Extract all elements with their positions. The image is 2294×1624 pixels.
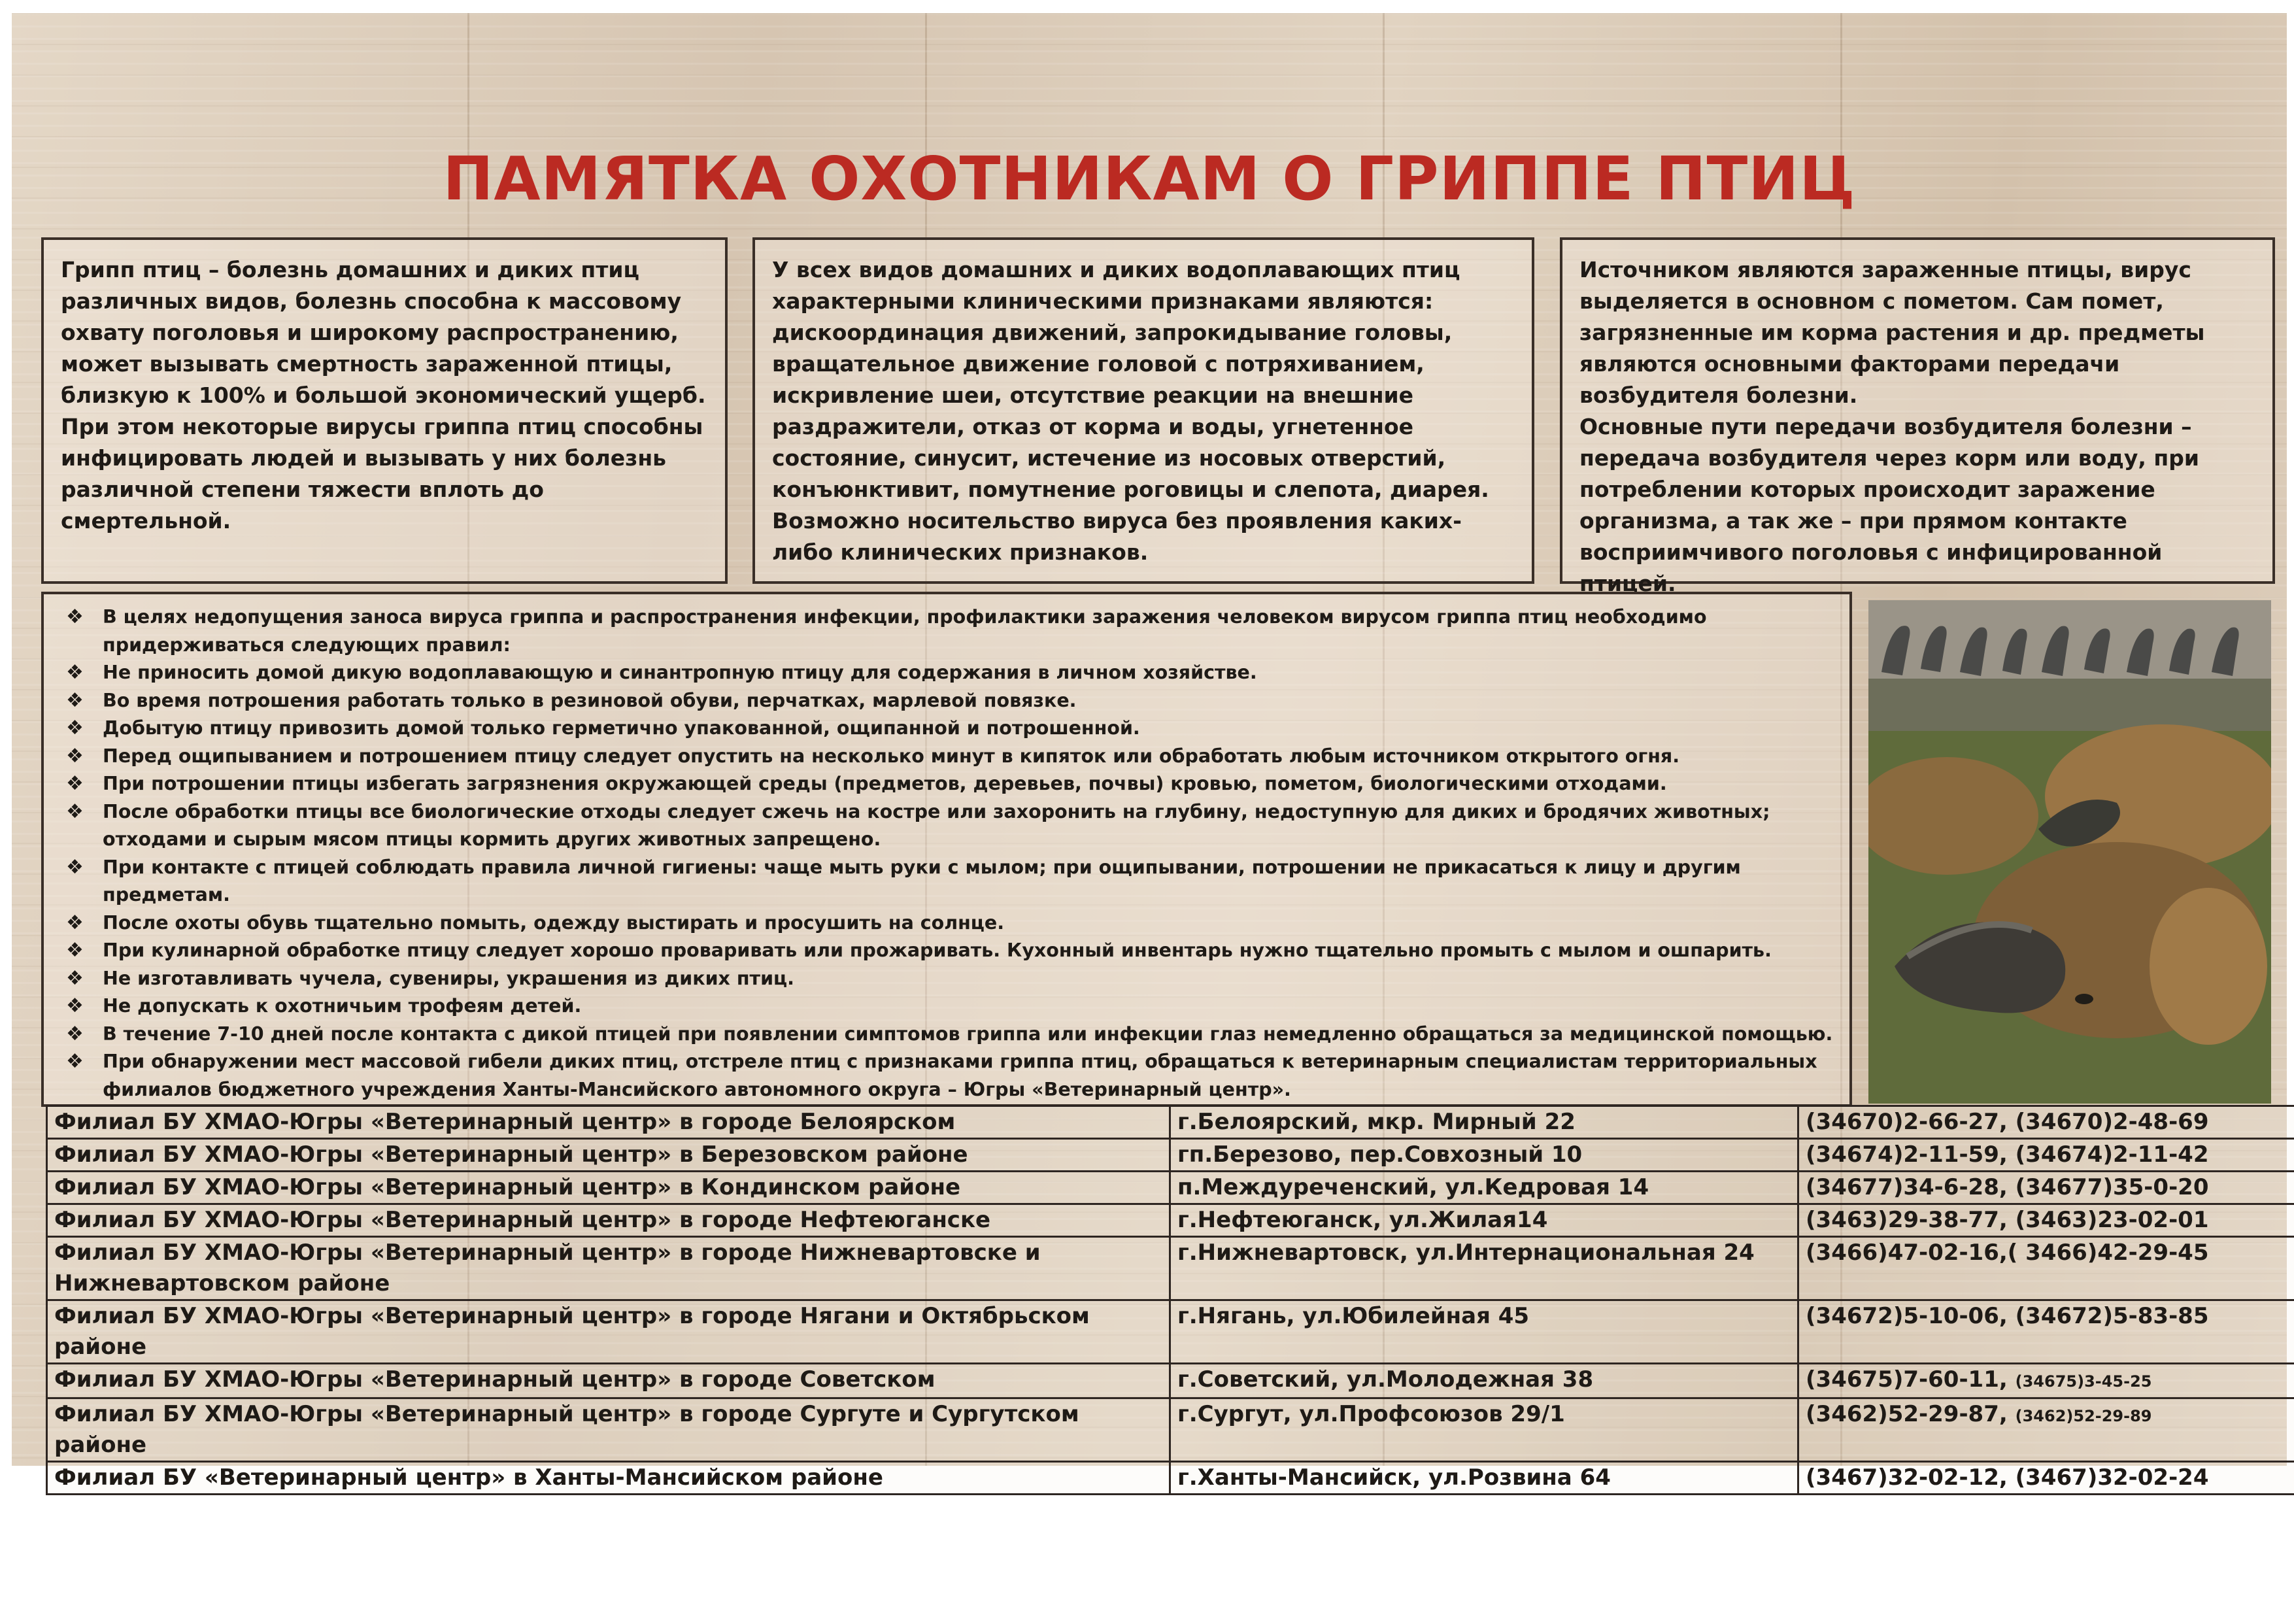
rule-item bbox=[57, 1021, 1836, 1049]
diamond-bullet-icon: ❖ bbox=[66, 744, 84, 768]
branch-phone: (34674)2-11-59, (34674)2-11-42 bbox=[1806, 1142, 2209, 1168]
rule-item bbox=[57, 603, 1836, 659]
branch-address-cell: г.Белоярский, мкр. Мирный 22 bbox=[1170, 1106, 1798, 1139]
rules-box bbox=[41, 592, 1852, 1107]
rule-text: При контакте с птицей соблюдать правила личной гигиены: чаще мыть руки с мылом; при ощипывании, потрошении не прикасаться к лицу и другим предметам. bbox=[103, 856, 1741, 905]
dead-birds-photo bbox=[1868, 600, 2271, 1104]
rule-text: Добытую птицу привозить домой только герметично упакованной, ощипанной и потрошенной. bbox=[103, 717, 1140, 739]
branch-phone-cell bbox=[1798, 1106, 2294, 1139]
branch-phone-cell bbox=[1798, 1462, 2294, 1495]
branch-address-cell: г.Ханты-Мансийск, ул.Розвина 64 bbox=[1170, 1462, 1798, 1495]
diamond-bullet-icon: ❖ bbox=[66, 717, 84, 739]
photo-illustration bbox=[1868, 600, 2271, 1104]
branch-phone-cell bbox=[1798, 1139, 2294, 1172]
branch-name-cell: Филиал БУ ХМАО-Югры «Ветеринарный центр» в городе Нижневартовске и Нижневартовском районе bbox=[47, 1237, 1170, 1300]
branch-address-cell: г.Сургут, ул.Профсоюзов 29/1 bbox=[1170, 1398, 1798, 1462]
table-row bbox=[47, 1364, 2294, 1398]
branch-name-cell: Филиал БУ «Ветеринарный центр» в Ханты-Мансийском районе bbox=[47, 1462, 1170, 1495]
diamond-bullet-icon: ❖ bbox=[66, 800, 84, 823]
branch-phone: (34672)5-10-06, (34672)5-83-85 bbox=[1806, 1303, 2209, 1329]
diamond-bullet-icon: ❖ bbox=[66, 605, 84, 628]
branch-phone-cell bbox=[1798, 1364, 2294, 1398]
transmission-source-text: Источником являются зараженные птицы, вирус выделяется в основном с пометом. Сам помет, загрязненные им корма растения и др. предметы являются основными факторами передачи возбудителя болезни. bbox=[1579, 257, 2205, 408]
branch-address-cell: гп.Березово, пер.Совхозный 10 bbox=[1170, 1139, 1798, 1172]
rule-text: После охоты обувь тщательно помыть, одежду выстирать и просушить на солнце. bbox=[103, 911, 1005, 934]
diamond-bullet-icon: ❖ bbox=[66, 911, 84, 934]
rules-list bbox=[57, 603, 1836, 1104]
table-row bbox=[47, 1300, 2294, 1364]
branch-name-cell: Филиал БУ ХМАО-Югры «Ветеринарный центр» в городе Советском bbox=[47, 1364, 1170, 1398]
rule-text: Не изготавливать чучела, сувениры, украшения из диких птиц. bbox=[103, 967, 794, 989]
branch-address-cell: г.Советский, ул.Молодежная 38 bbox=[1170, 1364, 1798, 1398]
rule-item bbox=[57, 715, 1836, 743]
branch-phone-cell bbox=[1798, 1204, 2294, 1237]
branch-name-cell: Филиал БУ ХМАО-Югры «Ветеринарный центр» в городе Нягани и Октябрьском районе bbox=[47, 1300, 1170, 1364]
branch-phone-secondary: (34675)3-45-25 bbox=[2015, 1372, 2152, 1391]
rule-item bbox=[57, 743, 1836, 771]
rule-item bbox=[57, 992, 1836, 1021]
branch-name-cell: Филиал БУ ХМАО-Югры «Ветеринарный центр» в Березовском районе bbox=[47, 1139, 1170, 1172]
rule-text: Во время потрошения работать только в резиновой обуви, перчатках, марлевой повязке. bbox=[103, 689, 1077, 711]
rule-text: При кулинарной обработке птицу следует хорошо проваривать или прожаривать. Кухонный инвентарь нужно тщательно промыть с мылом и ошпарить. bbox=[103, 939, 1772, 961]
diamond-bullet-icon: ❖ bbox=[66, 1022, 84, 1045]
branch-phone-cell bbox=[1798, 1398, 2294, 1462]
rule-text: В целях недопущения заноса вируса гриппа и распространения инфекции, профилактики заражения человеком вирусом гриппа птиц необходимо придерживаться следующих правил: bbox=[103, 606, 1707, 656]
branch-address-cell: г.Нягань, ул.Юбилейная 45 bbox=[1170, 1300, 1798, 1364]
diamond-bullet-icon: ❖ bbox=[66, 939, 84, 962]
rule-text: В течение 7-10 дней после контакта с дикой птицей при появлении симптомов гриппа или инфекции глаз немедленно обращаться за медицинской помощью. bbox=[103, 1023, 1833, 1045]
rule-item bbox=[57, 965, 1836, 993]
branch-phone-cell bbox=[1798, 1237, 2294, 1300]
branch-address-cell: г.Нефтеюганск, ул.Жилая14 bbox=[1170, 1204, 1798, 1237]
branch-address-cell: п.Междуреченский, ул.Кедровая 14 bbox=[1170, 1172, 1798, 1204]
branch-phone-cell bbox=[1798, 1300, 2294, 1364]
table-row bbox=[47, 1204, 2294, 1237]
rule-text: После обработки птицы все биологические отходы следует сжечь на костре или захоронить на глубину, недоступную для диких и бродячих животных; отходами и сырым мясом птицы кормить других животных запрещено. bbox=[103, 800, 1770, 850]
diamond-bullet-icon: ❖ bbox=[66, 994, 84, 1017]
branch-phone: (34670)2-66-27, (34670)2-48-69 bbox=[1806, 1109, 2209, 1135]
diamond-bullet-icon: ❖ bbox=[66, 772, 84, 795]
table-row bbox=[47, 1398, 2294, 1462]
branch-phone: (34675)7-60-11, bbox=[1806, 1366, 2016, 1393]
branch-address-cell: г.Нижневартовск, ул.Интернациональная 24 bbox=[1170, 1237, 1798, 1300]
branches-table bbox=[46, 1105, 2294, 1495]
branch-phone: (3466)47-02-16,( 3466)42-29-45 bbox=[1806, 1240, 2209, 1266]
table-row bbox=[47, 1237, 2294, 1300]
diamond-bullet-icon: ❖ bbox=[66, 1050, 84, 1073]
rule-text: При потрошении птицы избегать загрязнения окружающей среды (предметов, деревьев, почвы) кровью, пометом, биологическими отходами. bbox=[103, 773, 1667, 794]
branch-phone: (34677)34-6-28, (34677)35-0-20 bbox=[1806, 1174, 2209, 1200]
branches-table-wrapper bbox=[46, 1105, 2263, 1495]
symptoms-text: У всех видов домашних и диких водоплавающих птиц характерными клиническими признаками являются: дискоординация движений, запрокидывание головы, вращательное движение головой с потряхиванием, искривление шеи, отсутствие реакции на внешние раздражители, отказ от корма и воды, угнетенное состояние, синусит, истечение из носовых отверстий, конъюнктивит, помутнение роговицы и слепота, диарея. Возможно носительство вируса без проявления каких-либо клинических признаков. bbox=[772, 257, 1489, 565]
rule-text: Не допускать к охотничьим трофеям детей. bbox=[103, 995, 582, 1017]
transmission-paths-text: Основные пути передачи возбудителя болезни – передача возбудителя через корм или воду, при потреблении которых происходит заражение организма, а так же – при прямом контакте восприимчивого поголовья с инфицированной птицей. bbox=[1579, 414, 2199, 596]
branch-name-cell: Филиал БУ ХМАО-Югры «Ветеринарный центр» в городе Сургуте и Сургутском районе bbox=[47, 1398, 1170, 1462]
branches-table-body bbox=[47, 1106, 2294, 1495]
rule-text: При обнаружении мест массовой гибели диких птиц, отстреле птиц с признаками гриппа птиц, обращаться к ветеринарным специалистам территориальных филиалов бюджетного учреждения Ханты-Мансийского автономного округа – Югры «Ветеринарный центр». bbox=[103, 1051, 1817, 1100]
branch-phone: (3462)52-29-87, bbox=[1806, 1401, 2016, 1427]
diamond-bullet-icon: ❖ bbox=[66, 661, 84, 684]
table-row bbox=[47, 1172, 2294, 1204]
info-box-symptoms bbox=[752, 237, 1534, 584]
rule-text: Не приносить домой дикую водоплавающую и синантропную птицу для содержания в личном хозяйстве. bbox=[103, 662, 1257, 683]
page-title: ПАМЯТКА ОХОТНИКАМ О ГРИППЕ ПТИЦ bbox=[443, 144, 1856, 214]
definition-text: Грипп птиц – болезнь домашних и диких птиц различных видов, болезнь способна к массовому охвату поголовья и широкому распространению, может вызывать смертность зараженной птицы, близкую к 100% и большой экономический ущерб. При этом некоторые вирусы гриппа птиц способны инфицировать людей и вызывать у них болезнь различной степени тяжести вплоть до смертельной. bbox=[61, 257, 706, 533]
branch-phone: (3463)29-38-77, (3463)23-02-01 bbox=[1806, 1207, 2209, 1233]
rule-item bbox=[57, 798, 1836, 854]
info-box-definition bbox=[41, 237, 728, 584]
rule-item bbox=[57, 937, 1836, 965]
table-row bbox=[47, 1462, 2294, 1495]
rule-item bbox=[57, 687, 1836, 715]
table-row bbox=[47, 1106, 2294, 1139]
branch-phone: (3467)32-02-12, (3467)32-02-24 bbox=[1806, 1464, 2209, 1491]
info-box-transmission bbox=[1560, 237, 2275, 596]
diamond-bullet-icon: ❖ bbox=[66, 855, 84, 879]
branch-name-cell: Филиал БУ ХМАО-Югры «Ветеринарный центр» в городе Белоярском bbox=[47, 1106, 1170, 1139]
diamond-bullet-icon: ❖ bbox=[66, 688, 84, 712]
branch-name-cell: Филиал БУ ХМАО-Югры «Ветеринарный центр» в городе Нефтеюганске bbox=[47, 1204, 1170, 1237]
table-row bbox=[47, 1139, 2294, 1172]
rule-item bbox=[57, 770, 1836, 798]
rule-item bbox=[57, 1048, 1836, 1104]
rule-text: Перед ощипыванием и потрошением птицу следует опустить на несколько минут в кипяток или обработать любым источником открытого огня. bbox=[103, 745, 1680, 767]
branch-phone-cell bbox=[1798, 1172, 2294, 1204]
branch-phone-secondary: (3462)52-29-89 bbox=[2015, 1407, 2152, 1425]
diamond-bullet-icon: ❖ bbox=[66, 966, 84, 990]
rule-item bbox=[57, 659, 1836, 687]
branch-name-cell: Филиал БУ ХМАО-Югры «Ветеринарный центр» в Кондинском районе bbox=[47, 1172, 1170, 1204]
rule-item bbox=[57, 854, 1836, 909]
rule-item bbox=[57, 909, 1836, 938]
